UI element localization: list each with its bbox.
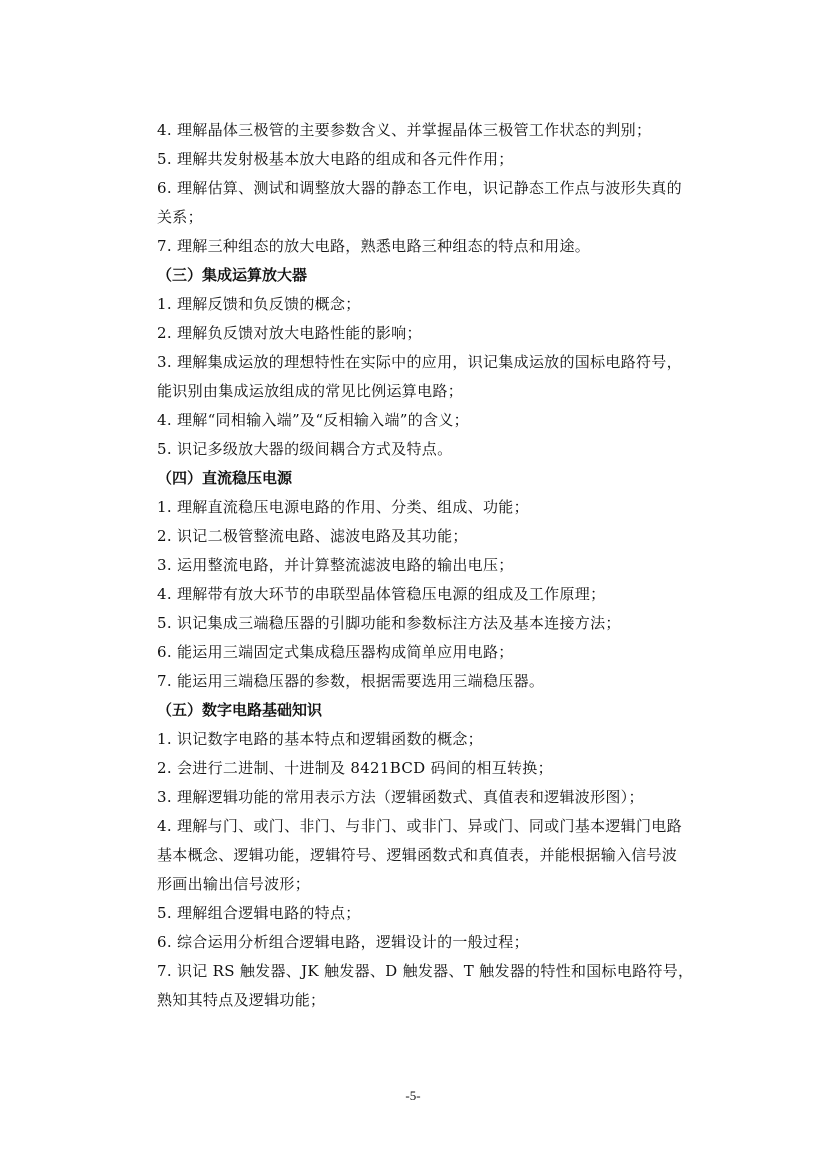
list-item: 7. 能运用三端稳压器的参数，根据需要选用三端稳压器。 xyxy=(157,672,545,690)
document-body xyxy=(157,116,737,1015)
list-item: 5. 识记多级放大器的级间耦合方式及特点。 xyxy=(157,440,453,458)
list-item: 6. 综合运用分析组合逻辑电路，逻辑设计的一般过程； xyxy=(157,933,529,951)
list-item: 2. 理解负反馈对放大电路性能的影响； xyxy=(157,324,422,342)
list-item: 7. 理解三种组态的放大电路，熟悉电路三种组态的特点和用途。 xyxy=(157,237,591,255)
section-heading-3: （三）集成运算放大器 xyxy=(157,266,308,284)
list-item: 4. 理解“同相输入端”及“反相输入端”的含义； xyxy=(157,411,469,429)
list-item: 3. 理解集成运放的理想特性在实际中的应用，识记集成运放的国标电路符号， xyxy=(157,353,682,371)
list-item: 5. 理解共发射极基本放大电路的组成和各元件作用； xyxy=(157,150,514,168)
list-item-continuation: 基本概念、逻辑功能，逻辑符号、逻辑函数式和真值表，并能根据输入信号波 xyxy=(157,846,678,864)
list-item: 5. 理解组合逻辑电路的特点； xyxy=(157,904,361,922)
list-item: 3. 理解逻辑功能的常用表示方法（逻辑函数式、真值表和逻辑波形图）； xyxy=(157,788,644,806)
list-item: 1. 识记数字电路的基本特点和逻辑函数的概念； xyxy=(157,730,483,748)
section-heading-4: （四）直流稳压电源 xyxy=(157,469,293,487)
list-item: 4. 理解晶体三极管的主要参数含义、并掌握晶体三极管工作状态的判别； xyxy=(157,121,652,139)
list-item: 6. 能运用三端固定式集成稳压器构成简单应用电路； xyxy=(157,643,514,661)
list-item: 2. 会进行二进制、十进制及 8421BCD 码间的相互转换； xyxy=(157,759,553,777)
list-item: 1. 理解反馈和负反馈的概念； xyxy=(157,295,361,313)
list-item: 7. 识记 RS 触发器、JK 触发器、D 触发器、T 触发器的特性和国标电路符号， xyxy=(157,962,694,980)
list-item: 6. 理解估算、测试和调整放大器的静态工作电，识记静态工作点与波形失真的 xyxy=(157,179,682,197)
list-item: 1. 理解直流稳压电源电路的作用、分类、组成、功能； xyxy=(157,498,529,516)
list-item: 5. 识记集成三端稳压器的引脚功能和参数标注方法及基本连接方法； xyxy=(157,614,621,632)
page-number: -5- xyxy=(405,1088,421,1103)
list-item-continuation: 形画出输出信号波形； xyxy=(157,875,311,893)
list-item-continuation: 关系； xyxy=(157,208,203,226)
list-item: 4. 理解带有放大环节的串联型晶体管稳压电源的组成及工作原理； xyxy=(157,585,606,603)
section-heading-5: （五）数字电路基础知识 xyxy=(157,701,323,719)
list-item: 2. 识记二极管整流电路、滤波电路及其功能； xyxy=(157,527,468,545)
list-item-continuation: 能识别由集成运放组成的常见比例运算电路； xyxy=(157,382,464,400)
list-item: 3. 运用整流电路，并计算整流滤波电路的输出电压； xyxy=(157,556,514,574)
list-item: 4. 理解与门、或门、非门、与非门、或非门、异或门、同或门基本逻辑门电路 xyxy=(157,817,682,835)
list-item-continuation: 熟知其特点及逻辑功能； xyxy=(157,991,326,1009)
